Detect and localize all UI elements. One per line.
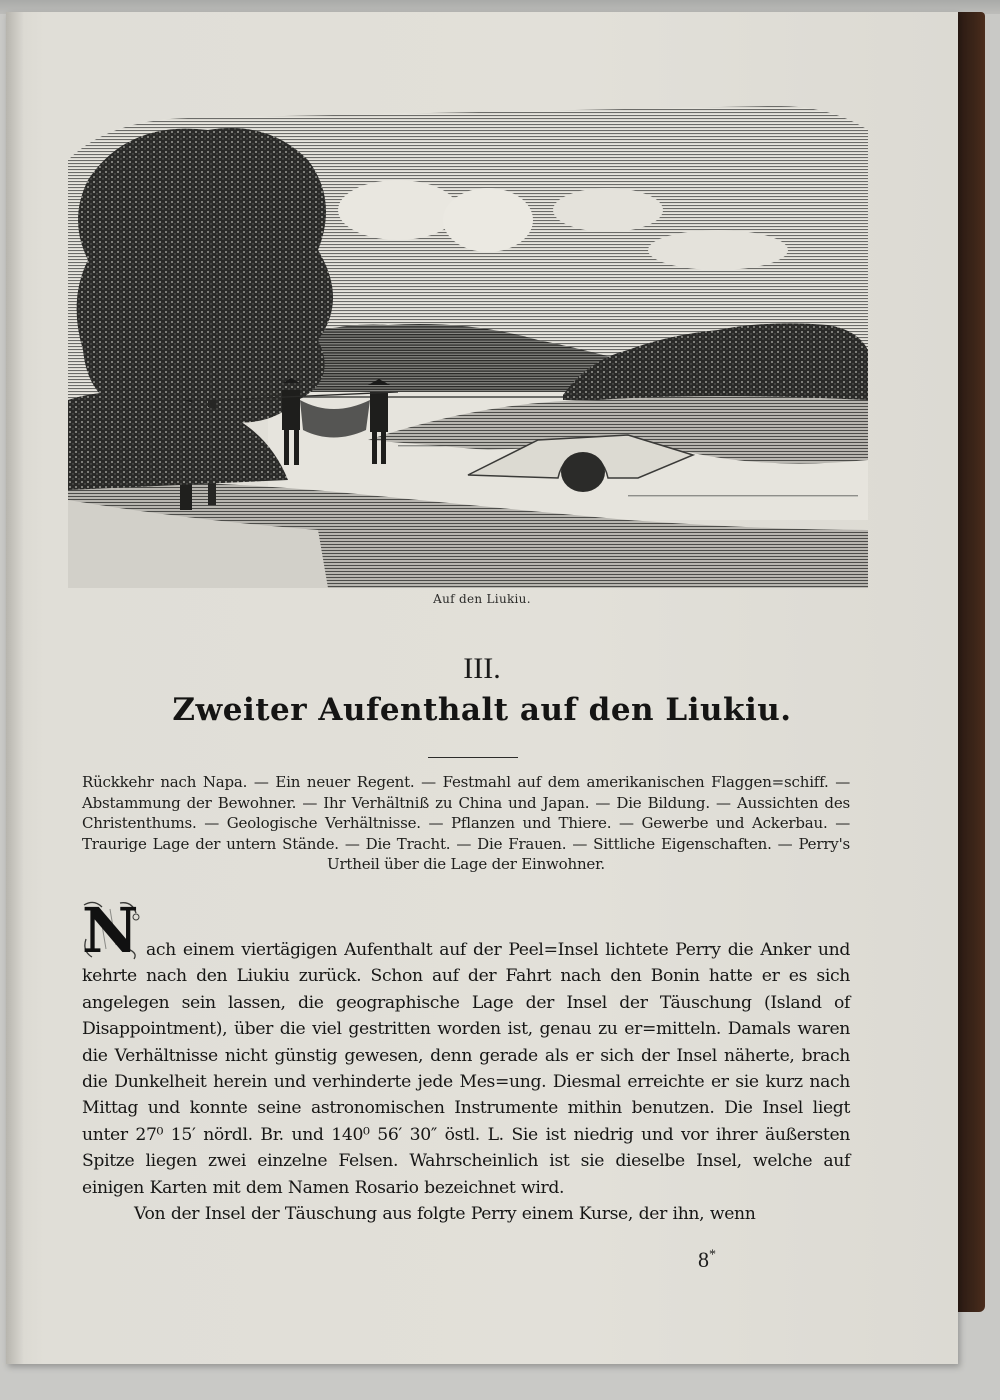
cloud [338,180,458,240]
landscape-engraving-image [68,100,868,588]
chapter-summary: Rückkehr nach Napa. — Ein neuer Regent. — Festmahl auf dem amerikanischen Flaggen=schiff. — Abstammung der Bewohner. — Ihr Verhältniß zu China und Japan. — Die Bildung. — Aussichten des Christenthums. — Geologische Verhältnisse. — Pflanzen und Thiere. — Gewerbe und Ackerbau. — Traurige Lage der untern Stände. — Die Tracht. — Die Frauen. — Sittliche Eigenschaften. — Perry's Urtheil über die Lage der Einwohner. [82,773,850,873]
cloud [443,188,533,252]
paragraph-text: ach einem viertägigen Aufenthalt auf der Peel=Insel lichtete Perry die Anker und kehrte nach den Liukiu zurück. Schon auf der Fahrt nach den Bonin hatte er es sich angelegen sein lassen, die geographische Lage der Insel der Täuschung (Island of Disappointment), über die viel gestritten worden ist, genau zu er=mitteln. Damals waren die Verhältnisse nicht günstig gewesen, denn gerade als er sich der Insel näherte, brach die Dunkelheit herein und verhinderte jede Mes=ung. Diesmal erreichte er sie kurz nach Mittag und konnte seine astronomischen Instrumente mithin benutzen. Die Insel liegt unter 27⁰ 15′ nördl. Br. und 140⁰ 56′ 30″ östl. L. Sie ist niedrig und vor ihrer äußersten Spitze liegen zwei einzelne Felsen. Wahrscheinlich ist sie dieselbe Insel, welche auf einigen Karten mit dem Namen Rosario bezeichnet wird. [82,940,850,1198]
chapter-title: Zweiter Aufenthalt auf den Liukiu. [172,692,792,728]
dropcap-ornament [80,894,140,967]
dropcap-letter: N [81,894,139,967]
paragraph [81,894,850,1201]
title-divider [428,757,518,758]
chapter-number: III. [463,652,501,685]
signature-mark [698,1247,716,1273]
book-page [6,12,958,1364]
gutter-shadow [6,12,24,1364]
paragraph: Von der Insel der Täuschung aus folgte Perry einem Kurse, der ihn, wenn [134,1204,756,1225]
illustration-caption: Auf den Liukiu. [433,592,531,606]
cloud [553,188,663,232]
signature-number: 8 [698,1247,709,1272]
cloud [648,230,788,270]
body-text [81,894,850,1227]
book-cover-edge [955,12,985,1312]
signature-asterisk: * [709,1247,716,1263]
engraving-illustration [68,100,868,588]
